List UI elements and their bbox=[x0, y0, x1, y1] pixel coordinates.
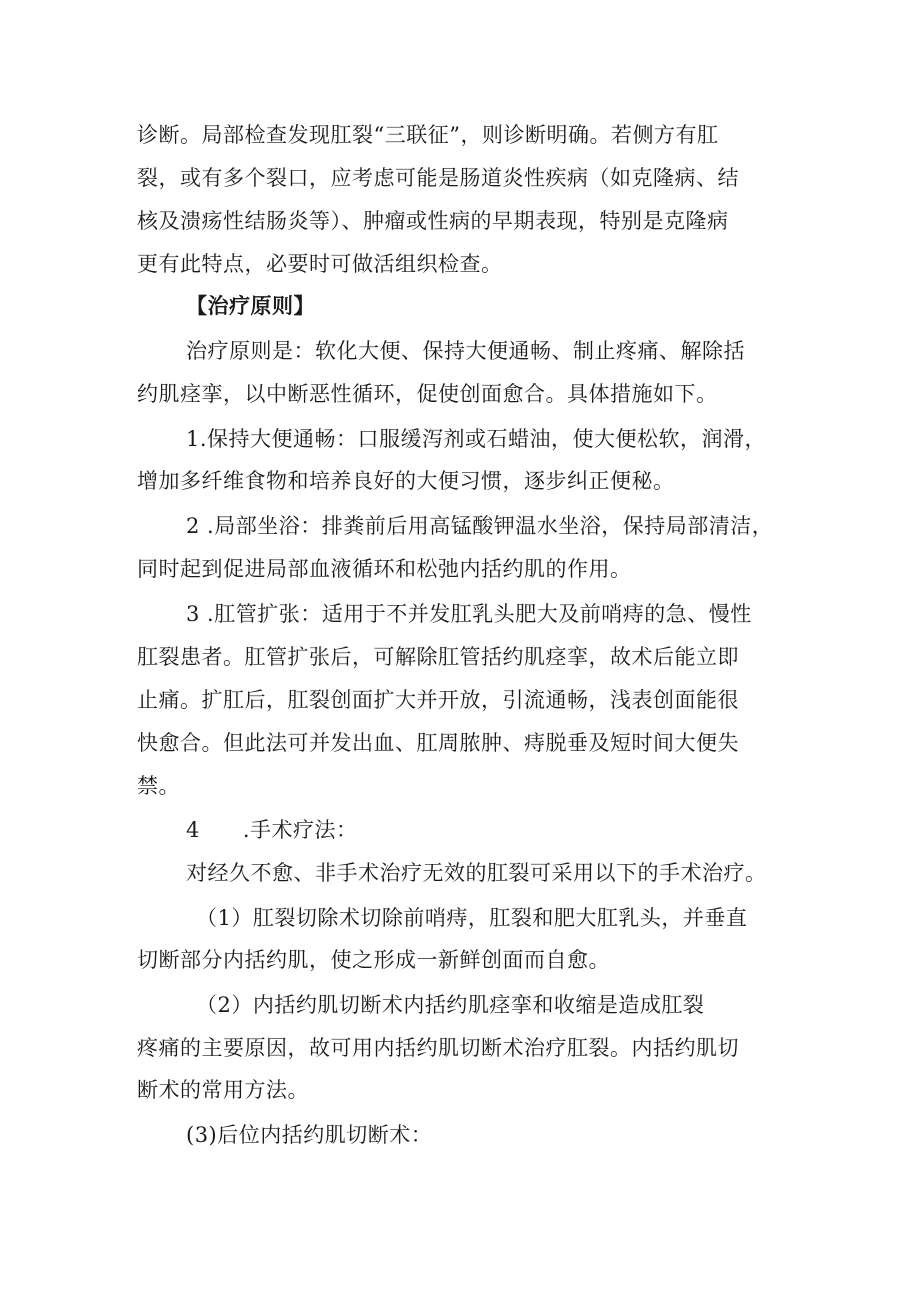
text-line-21: （2）内括约肌切断术内括约肌痉挛和收缩是造成肛裂 bbox=[196, 993, 705, 1017]
text-line-8: 1.保持大便通畅：口服缓泻剂或石蜡油，使大便松软，润滑， bbox=[186, 427, 767, 451]
text-line-10: 2 .局部坐浴：排粪前后用高锰酸钾温水坐浴，保持局部清洁， bbox=[186, 514, 774, 538]
text-line-1: 诊断。局部检查发现肛裂“三联征”，则诊断明确。若侧方有肛 bbox=[137, 123, 719, 147]
text-line-6: 治疗原则是：软化大便、保持大便通畅、制止疼痛、解除括 bbox=[186, 339, 745, 363]
text-line-7: 约肌痉挛，以中断恶性循环，促使创面愈合。具体措施如下。 bbox=[137, 382, 718, 406]
text-line-3: 核及溃疡性结肠炎等）、肿瘤或性病的早期表现，特别是克隆病 bbox=[137, 209, 729, 233]
text-line-14: 止痛。扩肛后，肛裂创面扩大并开放，引流通畅，浅表创面能很 bbox=[137, 688, 739, 712]
text-line-2: 裂，或有多个裂口，应考虑可能是肠道炎性疾病（如克隆病、结 bbox=[137, 166, 739, 190]
text-line-24: (3)后位内括约肌切断术： bbox=[186, 1123, 433, 1147]
text-line-11: 同时起到促进局部血液循环和松弛内括约肌的作用。 bbox=[137, 557, 632, 581]
text-line-22: 疼痛的主要原因，故可用内括约肌切断术治疗肛裂。内括约肌切 bbox=[137, 1036, 739, 1060]
text-line-13: 肛裂患者。肛管扩张后，可解除肛管括约肌痉挛，故术后能立即 bbox=[137, 645, 739, 669]
text-line-9: 增加多纤维食物和培养良好的大便习惯，逐步纠正便秘。 bbox=[137, 469, 675, 493]
text-line-17: 4 .手术疗法： bbox=[186, 818, 358, 842]
section-heading: 【治疗原则】 bbox=[186, 293, 315, 318]
text-line-20: 切断部分内括约肌，使之形成一新鲜创面而自愈。 bbox=[137, 948, 610, 972]
text-line-19: （1）肛裂切除术切除前哨痔，肛裂和肥大肛乳头，并垂直 bbox=[196, 906, 748, 930]
text-line-15: 快愈合。但此法可并发出血、肛周脓肿、痔脱垂及短时间大便失 bbox=[137, 731, 739, 755]
text-line-12: 3 .肛管扩张：适用于不并发肛乳头肥大及前哨痔的急、慢性 bbox=[186, 602, 752, 626]
text-line-16: 禁。 bbox=[137, 774, 180, 798]
text-line-18: 对经久不愈、非手术治疗无效的肛裂可采用以下的手术治疗。 bbox=[186, 861, 767, 885]
text-line-4: 更有此特点，必要时可做活组织检查。 bbox=[137, 252, 503, 276]
text-line-23: 断术的常用方法。 bbox=[137, 1078, 309, 1102]
